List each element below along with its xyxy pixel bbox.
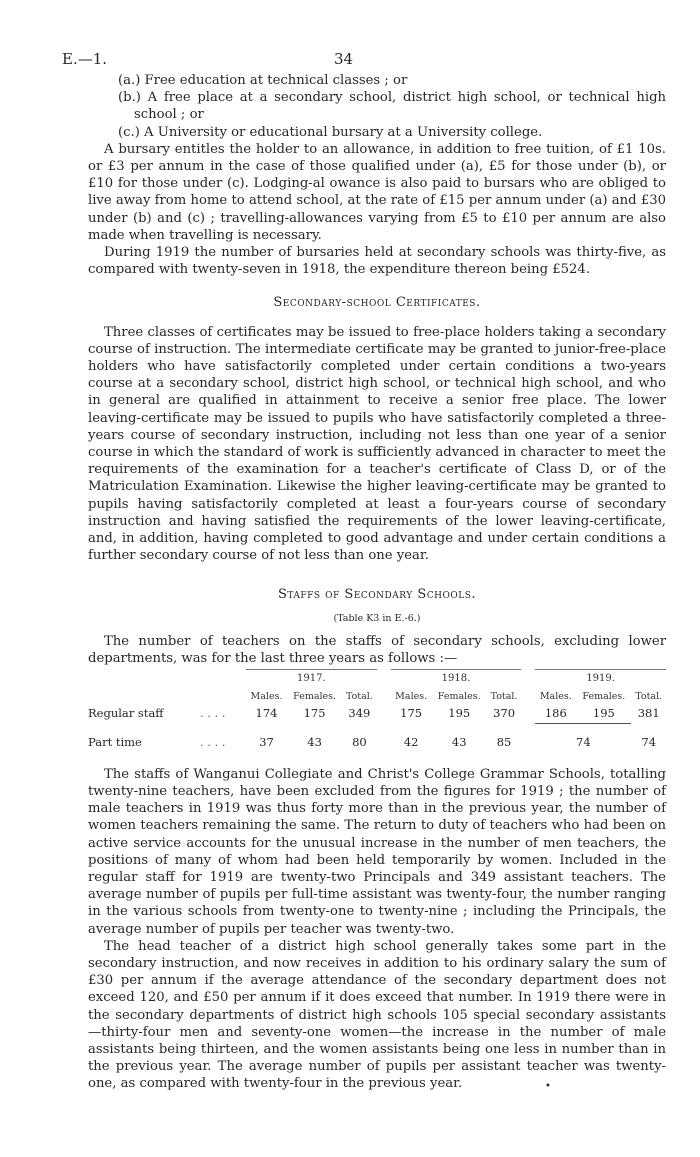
column-header: Total.	[635, 690, 663, 702]
year-header: 1919.	[535, 670, 666, 688]
head-teacher-paragraph: The head teacher of a district high school generally takes some part in the secondary instruction, and now receives in addition to his ordinary salary the sum of £30 per annum if the average attendance of the secondary department does not exceed 120, and £50 per annum if it does exceed that number. In 1919 there were in the secondary departments of district high schools 105 special secondary assistants —thirty-four men and seventy-one women—the increase in the number of male assistants being thirteen, and the women assistants being one less in number than in the previous year. The average number of pupils per assistant teacher was twenty-one, as compared with twenty-four in the previous year.	[88, 938, 666, 1092]
staffs-paragraph: The staffs of Wanganui Collegiate and Christ's College Grammar Schools, totalling twenty-nine teachers, have been excluded from the figures for 1919 ; the number of male teachers in 1919 was thus forty more than in the previous year, the number of women teachers remaining the same. The return to duty of teachers who had been on active service accounts for the unusual increase in the number of men teachers, the positions of many of whom had been held temporarily by women. Included in the regular staff for 1919 are twenty-two Principals and 349 assistant teachers. The average number of pupils per full-time assistant was twenty-four, the number ranging in the various schools from twenty-one to twenty-nine ; including the Principals, the average number of pupils per teacher was twenty-two.	[88, 766, 666, 937]
table-row	[88, 734, 666, 752]
year-header: 1918.	[391, 670, 522, 688]
table-cell: 74	[641, 735, 657, 750]
list-item: (b.) A free place at a secondary school, district high school, or technical high school ; or	[118, 90, 666, 123]
column-header: Total.	[490, 690, 518, 702]
table-cell: 43	[451, 735, 467, 750]
bursaries-1919-paragraph: During 1919 the number of bursaries held at secondary schools was thirty-five, as compared with twenty-seven in 1918, the expenditure thereon being £524.	[88, 245, 666, 278]
staff-table	[88, 669, 666, 751]
column-header: Males.	[395, 690, 428, 702]
table-cell: 349	[348, 706, 371, 721]
table-cell: 186	[535, 705, 576, 724]
table-cell: 80	[352, 735, 367, 750]
page-body	[88, 72, 666, 1093]
table-reference-note: (Table K3 in E.-6.)	[333, 612, 421, 624]
table-cell: 174	[255, 706, 278, 721]
series-header: E.—1.	[62, 50, 108, 68]
section-heading-certificates: Secondary-school Certificates.	[273, 295, 481, 311]
bursary-paragraph: A bursary entitles the holder to an allowance, in addition to free tuition, of £1 10s. or £3 per annum in the case of those qualified under (a), £5 for those under (b), or £10 for those under (c). Lodging-al owance is also paid to bursars who are obliged to live away from home to attend school, at the rate of £15 per annum under (a) and £30 under (b) and (c) ; travelling-allowances varying from £5 to £10 per annum are also made when travelling is necessary.	[88, 141, 666, 243]
section-heading-staffs: Staffs of Secondary Schools.	[277, 587, 477, 603]
column-header: Females.	[582, 690, 626, 702]
certificates-paragraph: Three classes of certificates may be issued to free-place holders taking a secondary course of instruction. The intermediate certificate may be granted to junior-free-place holders who have satisfactorily completed under certain conditions a two-years course at a secondary school, district high school, or technical high school, and who in general are qualified in attainment to receive a senior free place. The lower leaving-certificate may be issued to pupils who have satisfactorily completed a three-years course of secondary instruction, including not less than one year of a senior course in which the standard of work is sufficiently advanced in character to meet the requirements of the examination for a teacher's certificate of Class D, or of the Matriculation Examination. Likewise the higher leaving-certificate may be granted to pupils having satisfactorily completed at least a four-years course of secondary instruction and having satisfied the requirements of the lower leaving-certificate, and, in addition, having completed to good advantage and under certain conditions a further secondary course of not less than one year.	[88, 324, 666, 564]
table-cell: 42	[403, 735, 419, 750]
table-cell: 195	[576, 705, 631, 724]
row-label: Part time	[88, 735, 142, 750]
table-cell: 74	[576, 735, 591, 750]
list-item: (a.) Free education at technical classes ; or	[118, 73, 408, 88]
column-header: Females.	[293, 690, 337, 702]
leader-dots: . . . .	[200, 735, 226, 750]
leader-dots: . . . .	[200, 706, 226, 721]
table-cell: 85	[496, 735, 512, 750]
page-number: 34	[334, 50, 354, 68]
table-cell: 195	[448, 706, 471, 721]
row-label: Regular staff	[88, 706, 164, 721]
column-header-row	[88, 688, 666, 705]
table-cell: 370	[493, 706, 516, 721]
column-header: Males.	[250, 690, 283, 702]
teachers-intro-paragraph: The number of teachers on the staffs of secondary schools, excluding lower departments, was for the last three years as follows :—	[88, 633, 666, 667]
stray-mark: •	[545, 1081, 551, 1092]
table-cell: 175	[400, 706, 423, 721]
column-header: Males.	[539, 690, 572, 702]
table-row	[88, 705, 666, 724]
year-header-row	[88, 670, 666, 688]
table-cell: 37	[259, 735, 274, 750]
table-cell: 43	[307, 735, 322, 750]
table-cell: 175	[303, 706, 326, 721]
table-cell: 381	[637, 706, 660, 721]
year-header: 1917.	[246, 670, 377, 688]
list-item: (c.) A University or educational bursary at a University college.	[118, 124, 543, 140]
column-header: Total.	[345, 690, 373, 702]
column-header: Females.	[437, 690, 481, 702]
